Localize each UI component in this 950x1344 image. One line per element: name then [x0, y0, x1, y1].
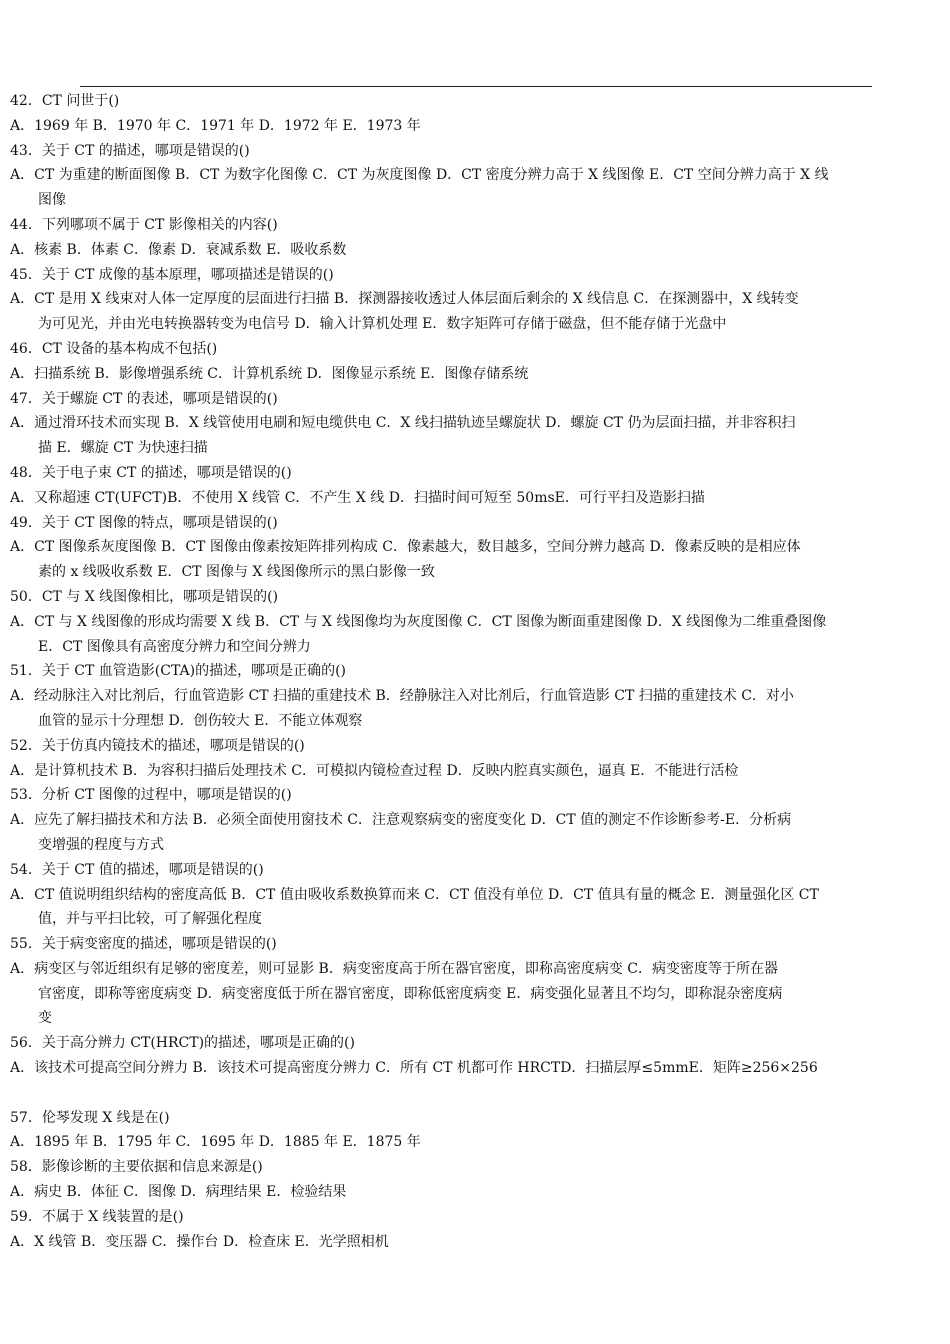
options-47-cont: 描 E．螺旋 CT 为快速扫描 — [38, 440, 208, 457]
question-47: 47．关于螺旋 CT 的表述，哪项是错误的() — [10, 390, 278, 407]
options-51-cont: 血管的显示十分理想 D．创伤较大 E．不能立体观察 — [38, 712, 363, 729]
options-53-cont: 变增强的程度与方式 — [38, 836, 164, 853]
options-58: A．病史 B．体征 C．图像 D．病理结果 E．检验结果 — [10, 1184, 347, 1201]
options-55-cont-2: 变 — [38, 1010, 52, 1027]
question-51: 51．关于 CT 血管造影(CTA)的描述，哪项是正确的() — [10, 663, 347, 680]
options-43-cont: 图像 — [38, 192, 66, 209]
question-59: 59．不属于 X 线装置的是() — [10, 1208, 184, 1225]
options-47: A．通过滑环技术而实现 B．X 线管使用电刷和短电缆供电 C．X 线扫描轨迹呈螺旋状 D．螺旋 CT 仍为层面扫描，并非容积扫 — [10, 415, 796, 432]
options-59: A．X 线管 B．变压器 C．操作台 D．检查床 E．光学照相机 — [10, 1233, 389, 1250]
question-46: 46．CT 设备的基本构成不包括() — [10, 340, 218, 357]
options-45: A．CT 是用 X 线束对人体一定厚度的层面进行扫描 B．探测器接收透过人体层面后剩余的 X 线信息 C．在探测器中，X 线转变 — [10, 291, 799, 308]
options-49: A．CT 图像系灰度图像 B．CT 图像由像素按矩阵排列构成 C．像素越大，数目越多，空间分辨力越高 D．像素反映的是相应体 — [10, 539, 801, 556]
options-52: A．是计算机技术 B．为容积扫描后处理技术 C．可模拟内镜检查过程 D．反映内腔真实颜色，逼真 E．不能进行活检 — [10, 762, 739, 779]
options-45-cont: 为可见光，并由光电转换器转变为电信号 D．输入计算机处理 E．数字矩阵可存储于磁盘，但不能存储于光盘中 — [38, 316, 727, 333]
question-55: 55．关于病变密度的描述，哪项是错误的() — [10, 936, 277, 953]
question-48: 48．关于电子束 CT 的描述，哪项是错误的() — [10, 464, 292, 481]
question-44: 44．下列哪项不属于 CT 影像相关的内容() — [10, 216, 278, 233]
options-50-cont: E．CT 图像具有高密度分辨力和空间分辨力 — [38, 638, 311, 655]
question-57: 57．伦琴发现 X 线是在() — [10, 1109, 170, 1126]
options-48: A．又称超速 CT(UFCT)B．不使用 X 线管 C．不产生 X 线 D．扫描时间可短至 50msE．可行平扫及造影扫描 — [10, 489, 705, 506]
options-49-cont: 素的 x 线吸收系数 E．CT 图像与 X 线图像所示的黑白影像一致 — [38, 564, 435, 581]
question-56: 56．关于高分辨力 CT(HRCT)的描述，哪项是正确的() — [10, 1035, 355, 1052]
options-56: A．该技术可提高空间分辨力 B．该技术可提高密度分辨力 C．所有 CT 机都可作 HRCTD．扫描层厚≤5mmE．矩阵≥256×256 — [10, 1060, 818, 1077]
options-46: A．扫描系统 B．影像增强系统 C．计算机系统 D．图像显示系统 E．图像存储系统 — [10, 365, 529, 382]
question-50: 50．CT 与 X 线图像相比，哪项是错误的() — [10, 588, 279, 605]
question-53: 53．分析 CT 图像的过程中，哪项是错误的() — [10, 787, 292, 804]
header-rule — [80, 86, 872, 87]
question-43: 43．关于 CT 的描述，哪项是错误的() — [10, 142, 250, 159]
options-55: A．病变区与邻近组织有足够的密度差，则可显影 B．病变密度高于所在器官密度，即称高密度病变 C．病变密度等于所在器 — [10, 960, 779, 977]
options-43: A．CT 为重建的断面图像 B．CT 为数字化图像 C．CT 为灰度图像 D．CT 密度分辨力高于 X 线图像 E．CT 空间分辨力高于 X 线 — [10, 167, 829, 184]
blank-line — [10, 1081, 872, 1106]
question-49: 49．关于 CT 图像的特点，哪项是错误的() — [10, 514, 278, 531]
options-50: A．CT 与 X 线图像的形成均需要 X 线 B．CT 与 X 线图像均为灰度图像 C．CT 图像为断面重建图像 D．X 线图像为二维重叠图像 — [10, 613, 827, 630]
options-57: A．1895 年 B．1795 年 C．1695 年 D．1885 年 E．1875 年 — [10, 1134, 421, 1151]
question-52: 52．关于仿真内镜技术的描述，哪项是错误的() — [10, 737, 305, 754]
question-list — [10, 89, 872, 1254]
question-42: 42．CT 问世于() — [10, 93, 120, 109]
options-51: A．经动脉注入对比剂后，行血管造影 CT 扫描的重建技术 B．经静脉注入对比剂后，行血管造影 CT 扫描的重建技术 C．对小 — [10, 688, 794, 705]
options-54-cont: 值，并与平扫比较，可了解强化程度 — [38, 911, 262, 928]
options-42: A．1969 年 B．1970 年 C．1971 年 D．1972 年 E．1973 年 — [10, 117, 421, 134]
options-54: A．CT 值说明组织结构的密度高低 B．CT 值由吸收系数换算而来 C．CT 值没有单位 D．CT 值具有量的概念 E．测量强化区 CT — [10, 886, 819, 903]
question-45: 45．关于 CT 成像的基本原理，哪项描述是错误的() — [10, 266, 334, 283]
options-55-cont: 官密度，即称等密度病变 D．病变密度低于所在器官密度，即称低密度病变 E．病变强化显著且不均匀，即称混杂密度病 — [38, 985, 783, 1002]
question-54: 54．关于 CT 值的描述，哪项是错误的() — [10, 861, 264, 878]
options-53: A．应先了解扫描技术和方法 B．必须全面使用窗技术 C．注意观察病变的密度变化 D．CT 值的测定不作诊断参考-E．分析病 — [10, 812, 792, 829]
options-44: A．核素 B．体素 C．像素 D．衰减系数 E．吸收系数 — [10, 241, 347, 258]
question-58: 58．影像诊断的主要依据和信息来源是() — [10, 1159, 263, 1176]
